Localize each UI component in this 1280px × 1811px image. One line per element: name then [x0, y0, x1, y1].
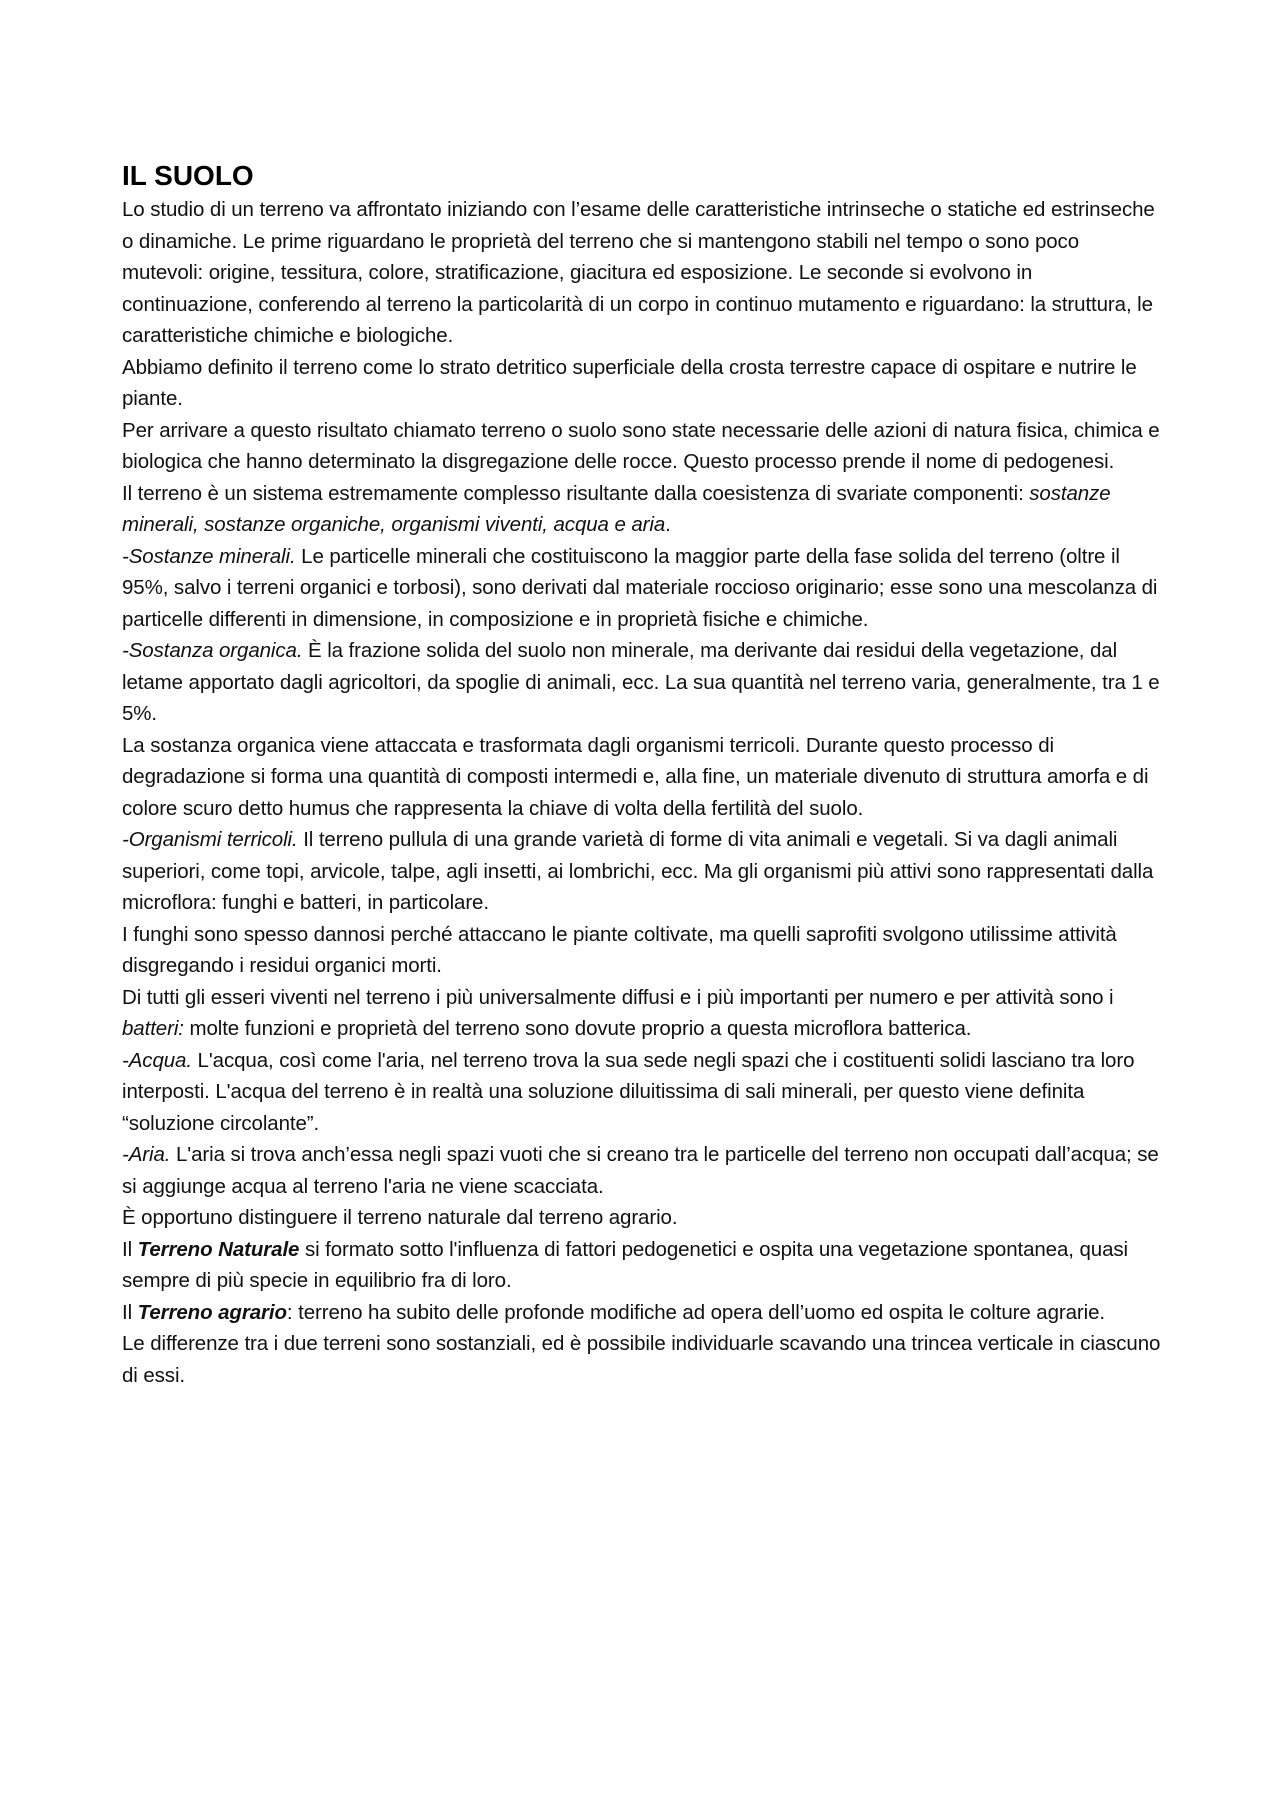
paragraph-humus-text: La sostanza organica viene attaccata e trasformata dagli organismi terricoli. Durante questo processo di degradazione si forma una quantità di composti intermedi e, alla fine, un materiale divenuto di struttura amorfa e di colore scuro detto humus che rappresenta la chiave di volta della fertilità del suolo.	[122, 733, 1149, 820]
paragraph-natural-soil-term: Terreno Naturale	[137, 1237, 300, 1261]
paragraph-mineral-label: -Sostanze minerali.	[122, 544, 296, 568]
paragraph-fungi	[122, 919, 1162, 982]
paragraph-agrarian-soil	[122, 1297, 1162, 1329]
paragraph-pedogenesis	[122, 415, 1162, 478]
paragraph-water-label: -Acqua.	[122, 1048, 192, 1072]
paragraph-differences	[122, 1328, 1162, 1391]
paragraph-differences-text: Le differenze tra i due terreni sono sostanziali, ed è possibile individuarle scavando una trincea verticale in ciascuno di essi.	[122, 1332, 1161, 1387]
paragraph-components-end: .	[665, 513, 671, 536]
paragraph-water	[122, 1045, 1162, 1140]
paragraph-mineral	[122, 541, 1162, 636]
paragraph-air	[122, 1139, 1162, 1202]
paragraph-agrarian-soil-term: Terreno agrario	[137, 1300, 287, 1324]
paragraph-pedogenesis-text: Per arrivare a questo risultato chiamato terreno o suolo sono state necessarie delle azioni di natura fisica, chimica e biologica che hanno determinato la disgregazione delle rocce. Questo processo prende il nome di pedogenesi.	[122, 418, 1160, 473]
paragraph-bacteria-start: Di tutti gli esseri viventi nel terreno i più universalmente diffusi e i più importanti per numero e per attività sono i	[122, 985, 1114, 1009]
paragraph-definition	[122, 352, 1162, 415]
paragraph-organic-label: -Sostanza organica.	[122, 639, 303, 662]
document-page	[122, 158, 1162, 1391]
paragraph-bacteria-end: molte funzioni e proprietà del terreno sono dovute proprio a questa microflora batterica.	[183, 1017, 972, 1040]
paragraph-humus	[122, 730, 1162, 825]
paragraph-intro	[122, 194, 1162, 352]
paragraph-distinguish-text: È opportuno distinguere il terreno naturale dal terreno agrario.	[122, 1206, 678, 1229]
paragraph-agrarian-soil-start: Il	[122, 1300, 138, 1324]
paragraph-natural-soil	[122, 1234, 1162, 1297]
paragraph-bacteria-italic: batteri:	[122, 1017, 184, 1040]
paragraph-organisms-label: -Organismi terricoli.	[122, 828, 298, 851]
paragraph-fungi-text: I funghi sono spesso dannosi perché attaccano le piante coltivate, ma quelli saprofiti svolgono utilissime attività disgregando i residui organici morti.	[122, 922, 1117, 977]
paragraph-agrarian-soil-end: : terreno ha subito delle profonde modifiche ad opera dell’uomo ed ospita le colture agrarie.	[286, 1300, 1105, 1324]
paragraph-definition-text: Abbiamo definito il terreno come lo strato detritico superficiale della crosta terrestre capace di ospitare e nutrire le piante.	[122, 355, 1137, 410]
document-title: IL SUOLO	[122, 160, 254, 191]
paragraph-mineral-text: Le particelle minerali che costituiscono la maggior parte della fase solida del terreno (oltre il 95%, salvo i terreni organici e torbosi), sono derivati dal materiale roccioso originario; esse sono una mescolanza di particelle differenti in dimensione, in composizione e in proprietà fisiche e chimiche.	[122, 544, 1158, 631]
paragraph-intro-text: Lo studio di un terreno va affrontato iniziando con l’esame delle caratteristiche intrinseche o statiche ed estrinseche o dinamiche. Le prime riguardano le proprietà del terreno che si mantengono stabili nel tempo o sono poco mutevoli: origine, tessitura, colore, stratificazione, giacitura ed esposizione. Le seconde si evolvono in continuazione, conferendo al terreno la particolarità di un corpo in continuo mutamento e riguardano: la struttura, le caratteristiche chimiche e biologiche.	[122, 198, 1155, 347]
paragraph-air-label: -Aria.	[122, 1143, 171, 1166]
paragraph-air-text: L'aria si trova anch’essa negli spazi vuoti che si creano tra le particelle del terreno non occupati dall’acqua; se si aggiunge acqua al terreno l'aria ne viene scacciata.	[122, 1143, 1159, 1198]
paragraph-natural-soil-start: Il	[122, 1237, 138, 1261]
paragraph-organisms-text: Il terreno pullula di una grande varietà di forme di vita animali e vegetali. Si va dagli animali superiori, come topi, arvicole, talpe, agli insetti, ai lombrichi, ecc. Ma gli organismi più attivi sono rappresentati dalla microflora: funghi e batteri, in particolare.	[122, 828, 1154, 914]
paragraph-organic-text: È la frazione solida del suolo non minerale, ma derivante dai residui della vegetazione, dal letame apportato dagli agricoltori, da spoglie di animali, ecc. La sua quantità nel terreno varia, generalmente, tra 1 e 5%.	[122, 639, 1160, 725]
paragraph-bacteria	[122, 982, 1162, 1045]
paragraph-natural-soil-end: si formato sotto l'influenza di fattori pedogenetici e ospita una vegetazione spontanea, quasi sempre di più specie in equilibrio fra di loro.	[122, 1237, 1128, 1292]
paragraph-distinguish	[122, 1202, 1162, 1234]
paragraph-water-text: L'acqua, così come l'aria, nel terreno trova la sua sede negli spazi che i costituenti solidi lasciano tra loro interposti. L'acqua del terreno è in realtà una soluzione diluitissima di sali minerali, per questo viene definita “soluzione circolante”.	[122, 1048, 1135, 1135]
paragraph-components-start: Il terreno è un sistema estremamente complesso risultante dalla coesistenza di svariate componenti:	[122, 481, 1030, 505]
paragraph-organic	[122, 635, 1162, 730]
paragraph-components-italic: sostanze minerali, sostanze organiche, organismi viventi, acqua e aria	[122, 481, 1111, 536]
paragraph-organisms	[122, 824, 1162, 919]
paragraph-components	[122, 478, 1162, 541]
